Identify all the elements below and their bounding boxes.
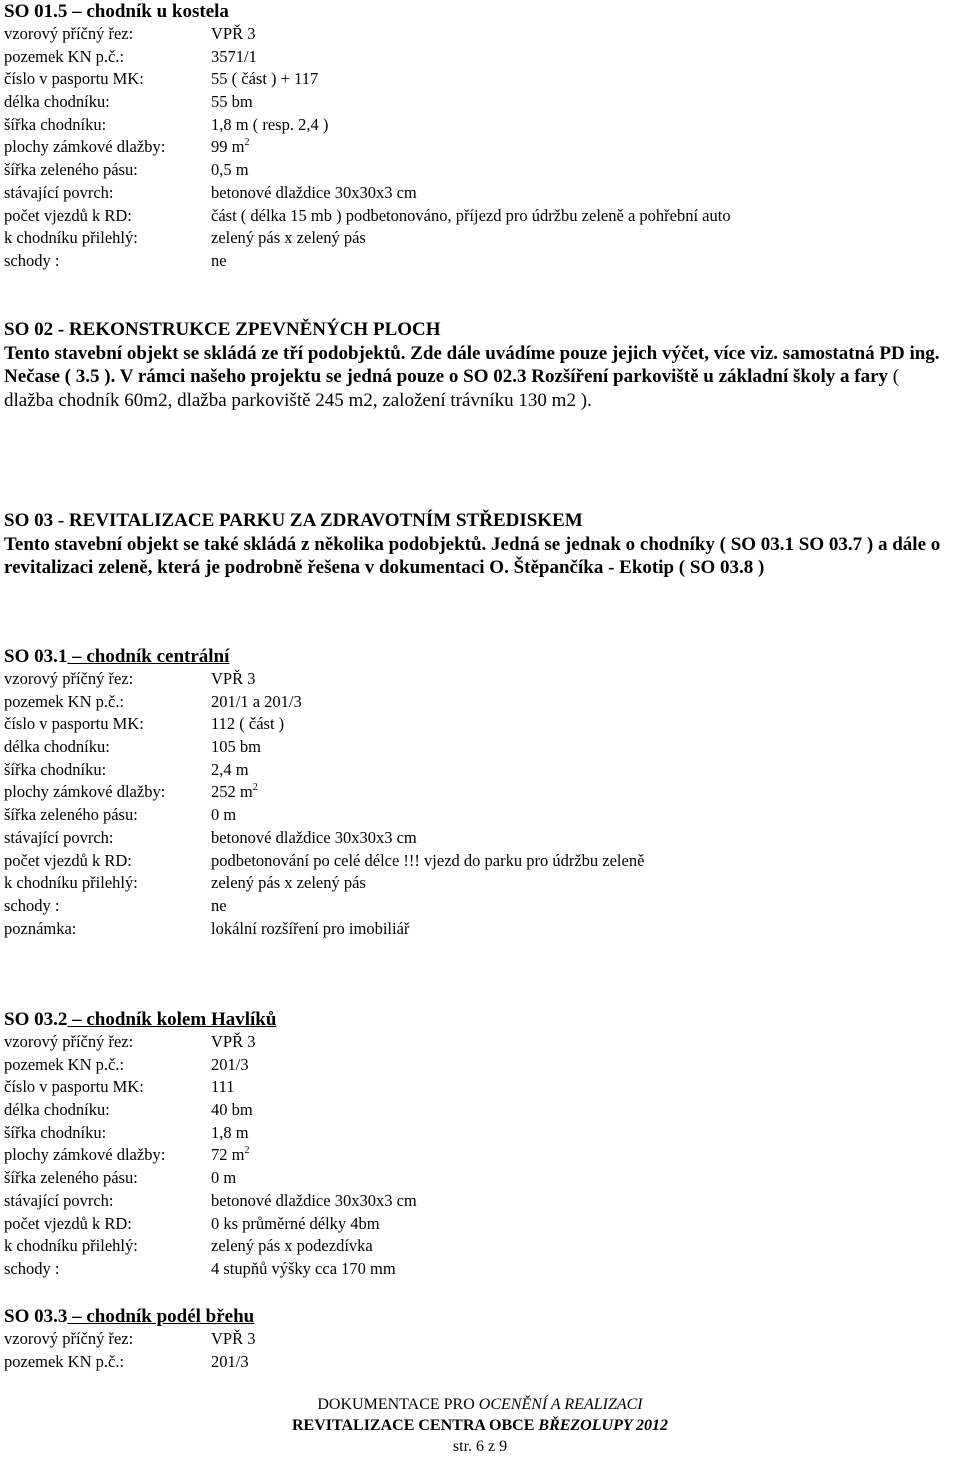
section-title [4, 1008, 950, 1031]
property-label: plochy zámkové dlažby: [4, 782, 166, 802]
property-value: 1,8 m [211, 1122, 249, 1142]
property-value: betonové dlaždice 30x30x3 cm [211, 182, 417, 202]
property-label: šířka chodníku: [4, 759, 107, 779]
title-text: – chodník u kostela [67, 1, 229, 22]
property-label: stávající povrch: [4, 1190, 114, 1210]
property-list [4, 668, 950, 940]
section-title [4, 645, 950, 668]
property-label: šířka zeleného pásu: [4, 805, 138, 825]
property-row [4, 918, 950, 941]
section-heading: SO 03 - REVITALIZACE PARKU ZA ZDRAVOTNÍM STŘEDISKEM [4, 510, 583, 531]
property-row [4, 1167, 950, 1190]
property-row [4, 91, 950, 114]
property-label: vzorový příčný řez: [4, 669, 134, 688]
property-label: šířka zeleného pásu: [4, 160, 138, 180]
property-value: 99 $m^2$ [211, 137, 250, 157]
property-label: pozemek KN p.č.: [4, 1351, 125, 1371]
superscript: 2 [244, 1145, 250, 1157]
property-row [4, 713, 950, 736]
property-row [4, 1144, 950, 1167]
section-title [4, 0, 950, 23]
section-so-03-3 [4, 1305, 950, 1373]
property-row [4, 227, 950, 250]
property-label: pozemek KN p.č.: [4, 1054, 125, 1074]
section-so-01-5 [4, 0, 950, 273]
property-value: 55 ( část ) + 117 [211, 69, 319, 89]
property-row [4, 114, 950, 137]
section-paragraph [4, 342, 950, 413]
footer-line-1: DOKUMENTACE PRO OCENĚNÍ A REALIZACI [317, 1396, 643, 1413]
paragraph-normal-text: ( dlažba chodník 60m2, dlažba parkoviště 245 m2, založení trávníku 130 m2 ). [4, 366, 900, 411]
property-row [4, 691, 950, 714]
property-value: 1,8 m ( resp. 2,4 ) [211, 114, 329, 134]
title-code: SO 01.5 [4, 1, 68, 22]
section-title [4, 1305, 950, 1328]
property-value: VPŘ 3 [211, 669, 256, 688]
property-label: vzorový příčný řez: [4, 24, 134, 43]
superscript: 2 [252, 782, 258, 794]
property-row [4, 781, 950, 804]
property-value: ne [211, 895, 227, 915]
property-value: VPŘ 3 [211, 1329, 256, 1348]
property-label: počet vjezdů k RD: [4, 850, 132, 870]
property-label: k chodníku přilehlý: [4, 873, 138, 893]
property-label: šířka chodníku: [4, 114, 107, 134]
property-value: 111 [211, 1077, 235, 1097]
property-row [4, 1190, 950, 1213]
property-label: stávající povrch: [4, 827, 114, 847]
property-value: 201/3 [211, 1054, 249, 1074]
property-row [4, 895, 950, 918]
title-text: – chodník podél břehu [67, 1306, 255, 1327]
property-list [4, 1328, 950, 1373]
property-row [4, 1213, 950, 1236]
property-row [4, 182, 950, 205]
title-code: SO 03.2 [4, 1009, 68, 1030]
property-row [4, 1258, 950, 1281]
property-label: stávající povrch: [4, 182, 114, 202]
title-code: SO 03.1 [4, 646, 68, 667]
property-row [4, 1351, 950, 1374]
property-row [4, 736, 950, 759]
property-label: číslo v pasportu MK: [4, 69, 144, 89]
property-value: betonové dlaždice 30x30x3 cm [211, 827, 417, 847]
property-value: zelený pás x zelený pás [211, 873, 366, 893]
section-so-03 [4, 509, 950, 580]
property-label: vzorový příčný řez: [4, 1032, 134, 1051]
footer-page-number: str. 6 z 9 [452, 1438, 508, 1455]
property-label: číslo v pasportu MK: [4, 1077, 144, 1097]
property-row [4, 1235, 950, 1258]
section-so-03-1 [4, 645, 950, 940]
property-label: vzorový příčný řez: [4, 1329, 134, 1348]
property-row [4, 1328, 950, 1351]
property-label: plochy zámkové dlažby: [4, 1145, 166, 1165]
property-value: 201/1 a 201/3 [211, 691, 302, 711]
property-row [4, 68, 950, 91]
property-value: lokální rozšíření pro imobiliář [211, 918, 410, 938]
property-value: podbetonování po celé délce !!! vjezd do parku pro údržbu zeleně [211, 850, 645, 870]
property-label: pozemek KN p.č.: [4, 691, 125, 711]
property-row [4, 250, 950, 273]
property-row [4, 23, 950, 46]
property-label: číslo v pasportu MK: [4, 714, 144, 734]
superscript: 2 [244, 137, 250, 149]
footer-line-2: REVITALIZACE CENTRA OBCE BŘEZOLUPY 2012 [291, 1417, 669, 1434]
section-so-02 [4, 318, 950, 412]
property-value: ne [211, 250, 227, 270]
property-value: 0 m [211, 1168, 237, 1188]
property-value: 0 m [211, 805, 237, 825]
property-label: délka chodníku: [4, 92, 110, 112]
property-label: šířka zeleného pásu: [4, 1168, 138, 1188]
property-label: schody : [4, 1258, 60, 1278]
property-label: délka chodníku: [4, 737, 110, 757]
property-label: k chodníku přilehlý: [4, 1236, 138, 1256]
property-row [4, 205, 950, 228]
property-row [4, 1076, 950, 1099]
section-paragraph [4, 533, 950, 580]
paragraph-bold-text: Tento stavební objekt se skládá ze tří podobjektů. Zde dále uvádíme pouze jejich výčet, více viz. samostatná PD ing. Nečase ( 3.5 ). V rámci našeho projektu se jedná pouze o SO 02.3 Rozšíření parkoviště u základní školy a fary [4, 342, 940, 387]
property-value: 40 bm [211, 1100, 253, 1120]
section-heading: SO 02 - REKONSTRUKCE ZPEVNĚNÝCH PLOCH [4, 319, 441, 340]
property-row [4, 668, 950, 691]
paragraph-bold-text: Tento stavební objekt se také skládá z několika podobjektů. Jedná se jednak o chodníky ( SO 03.1 SO 03.7 ) a dále o revitalizaci zeleně, která je podrobně řešena v dokumentaci O. Štěpančíka - Ekotip ( SO 03.8 ) [4, 533, 941, 578]
property-value: 72 $m^2$ [211, 1145, 250, 1165]
property-row [4, 136, 950, 159]
property-label: šířka chodníku: [4, 1122, 107, 1142]
property-value: betonové dlaždice 30x30x3 cm [211, 1190, 417, 1210]
property-row [4, 759, 950, 782]
section-so-03-2 [4, 1008, 950, 1281]
property-label: délka chodníku: [4, 1100, 110, 1120]
property-label: schody : [4, 250, 60, 270]
property-row [4, 850, 950, 873]
property-row [4, 1122, 950, 1145]
property-value: VPŘ 3 [211, 1032, 256, 1051]
property-value: 112 ( část ) [211, 714, 285, 734]
title-text: – chodník centrální [67, 646, 230, 667]
property-label: plochy zámkové dlažby: [4, 137, 166, 157]
property-row [4, 827, 950, 850]
property-row [4, 1031, 950, 1054]
property-row [4, 1099, 950, 1122]
property-value: 105 bm [211, 737, 261, 757]
property-label: pozemek KN p.č.: [4, 46, 125, 66]
property-value: 2,4 m [211, 759, 249, 779]
property-value: zelený pás x zelený pás [211, 228, 366, 248]
property-value: 3571/1 [211, 46, 257, 66]
property-row [4, 804, 950, 827]
property-label: schody : [4, 895, 60, 915]
page-footer [0, 1394, 960, 1457]
property-label: poznámka: [4, 918, 77, 938]
property-value: 4 stupňů výšky cca 170 mm [211, 1258, 396, 1278]
property-value: 0 ks průměrné délky 4bm [211, 1213, 380, 1233]
property-row [4, 872, 950, 895]
property-value: 0,5 m [211, 160, 249, 180]
property-value: část ( délka 15 mb ) podbetonováno, příjezd pro údržbu zeleně a pohřební auto [211, 205, 731, 225]
property-label: počet vjezdů k RD: [4, 1213, 132, 1233]
property-value: 55 bm [211, 92, 253, 112]
title-code: SO 03.3 [4, 1306, 68, 1327]
property-label: k chodníku přilehlý: [4, 228, 138, 248]
property-value: 252 $m^2$ [211, 782, 258, 802]
property-row [4, 1054, 950, 1077]
property-list [4, 1031, 950, 1281]
property-list [4, 23, 950, 273]
property-label: počet vjezdů k RD: [4, 205, 132, 225]
property-value: 201/3 [211, 1351, 249, 1371]
property-row [4, 46, 950, 69]
property-row [4, 159, 950, 182]
property-value: VPŘ 3 [211, 24, 256, 43]
property-value: zelený pás x podezdívka [211, 1236, 373, 1256]
title-text: – chodník kolem Havlíků [67, 1009, 277, 1030]
